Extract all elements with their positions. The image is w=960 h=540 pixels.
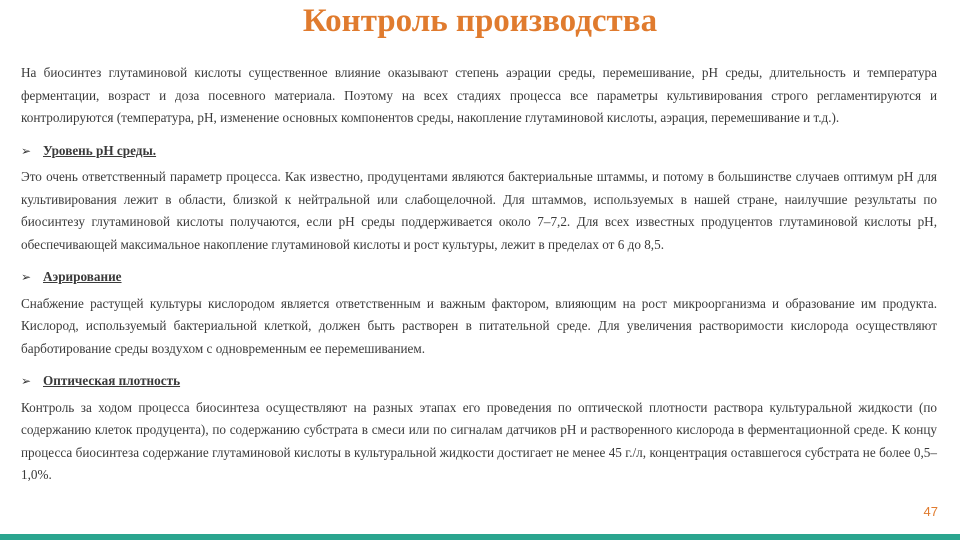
section-paragraph-ph: Это очень ответственный параметр процесса. Как известно, продуцентами являются бактериальные штаммы, и потому в большинстве случаев оптимум рН для культивирования лежит в области, близкой к нейтральной или слабощелочной. Для штаммов, используемых в нашей стране, наилучшие результаты по биосинтезу глутаминовой кислоты получаются, если рН среды поддерживается около 7–7,2. Для всех известных продуцентов глутаминовой кислоты рН, обеспечивающей максимальное накопление глутаминовой кислоты и рост культуры, лежит в пределах от 6 до 8,5. — [21, 169, 937, 252]
arrow-bullet-icon: ➢ — [21, 270, 32, 284]
section-paragraph-optical-density: Контроль за ходом процесса биосинтеза осуществляют на разных этапах его проведения по оптической плотности раствора культуральной жидкости (по содержанию клеток продуцента), по содержанию субстрата в смеси или по сигналам датчиков рН и растворенного кислорода в ферментационной среде. К концу процесса биосинтеза содержание глутаминовой кислоты в культуральной жидкости достигает не менее 45 г./л, концентрация оставшегося субстрата не более 0,5–1,0%. — [21, 399, 937, 482]
section-heading-label: Уровень рН среды. — [43, 142, 157, 158]
section-heading-aeration — [21, 266, 937, 289]
section-heading-optical-density — [21, 370, 937, 393]
arrow-bullet-icon: ➢ — [21, 143, 32, 158]
section-paragraph-aeration: Снабжение растущей культуры кислородом является ответственным и важным фактором, влияющим на рост микроорганизма и образование им продукта. Кислород, используемый бактериальной клеткой, должен быть растворен в питательной среде. Для увеличения растворимости кислорода осуществляют барботирование среды воздухом с одновременным ее перемешиванием. — [21, 295, 937, 356]
slide-title: Контроль производства — [302, 3, 658, 39]
arrow-bullet-icon: ➢ — [21, 374, 32, 388]
slide-content — [21, 62, 937, 487]
bottom-accent-bar — [0, 534, 960, 540]
section-heading-label: Оптическая плотность — [43, 373, 181, 388]
page-number: 47 — [923, 504, 938, 519]
section-heading-label: Аэрирование — [43, 269, 122, 284]
section-heading-ph — [21, 140, 937, 163]
intro-paragraph: На биосинтез глутаминовой кислоты существенное влияние оказывают степень аэрации среды, перемешивание, рН среды, длительность и температура ферментации, возраст и доза посевного материала. Поэтому на всех стадиях процесса все параметры культивирования строго регламентируются и контролируются (температура, рН, изменение основных компонентов среды, накопление глутаминовой кислоты, аэрация, перемешивание и т.д.). — [21, 65, 937, 125]
